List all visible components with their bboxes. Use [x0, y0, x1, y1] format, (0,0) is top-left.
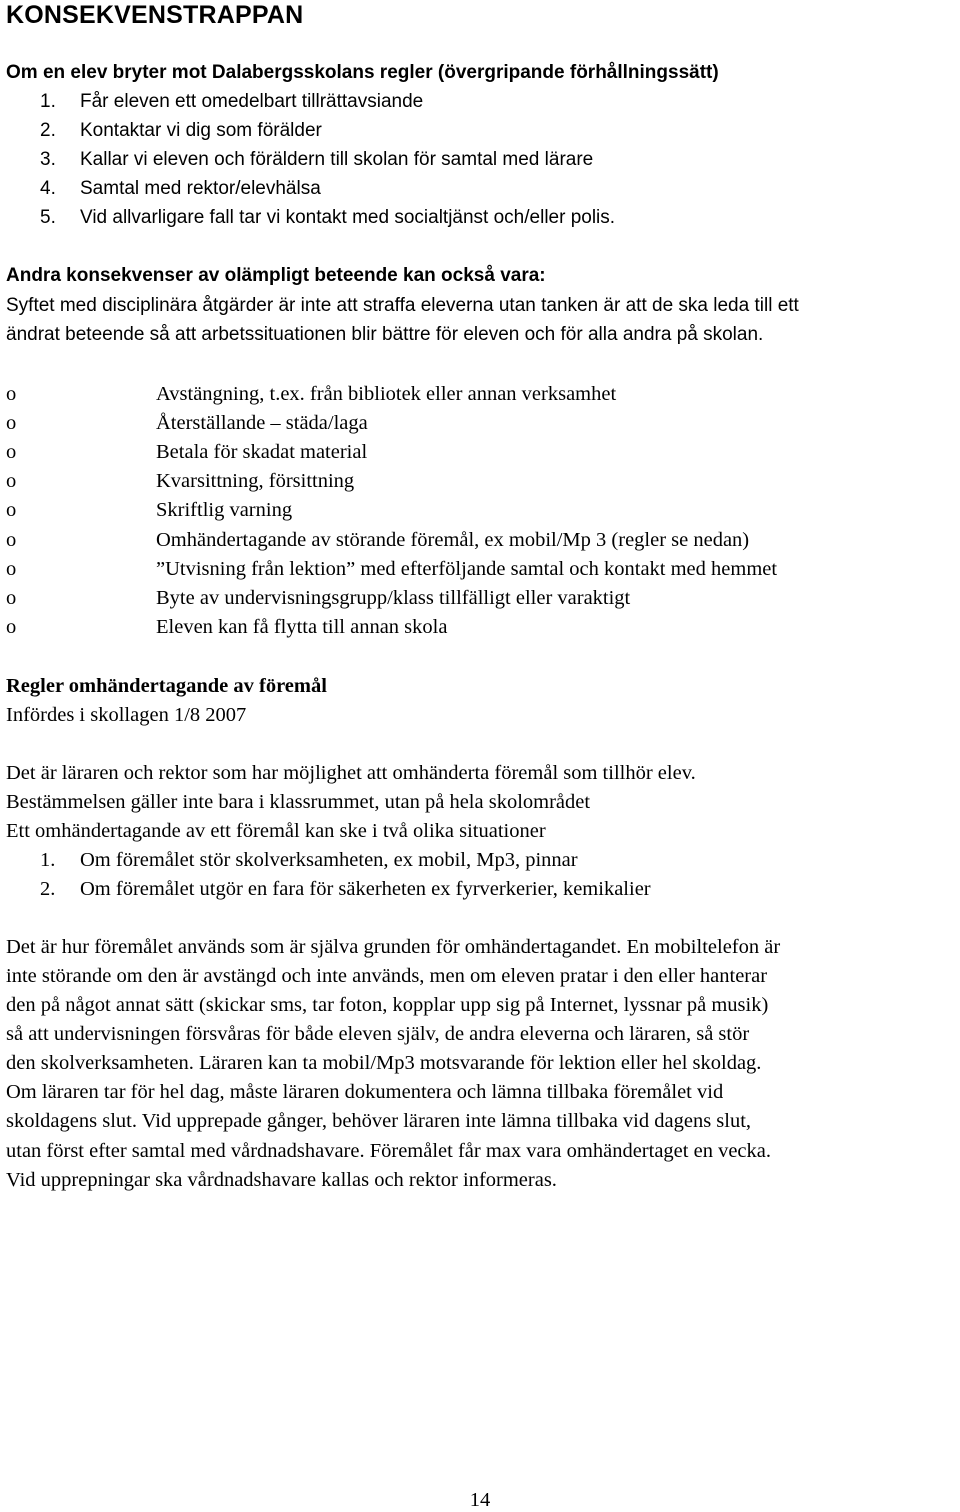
paragraph-line: Om läraren tar för hel dag, måste läraren dokumentera och lämna tillbaka föremålet vid [6, 1081, 724, 1103]
list-number: 4. [40, 178, 56, 199]
list-text: Samtal med rektor/elevhälsa [80, 178, 321, 199]
list-text: Om föremålet utgör en fara för säkerheten ex fyrverkerier, kemikalier [80, 878, 651, 900]
list-text: Kontaktar vi dig som förälder [80, 120, 322, 141]
list-number: 5. [40, 207, 56, 228]
bullet-marker: o [6, 558, 17, 580]
list-text: Avstängning, t.ex. från bibliotek eller annan verksamhet [156, 383, 617, 405]
list-text: Eleven kan få flytta till annan skola [156, 616, 448, 638]
bullet-marker: o [6, 383, 17, 405]
list-text: Byte av undervisningsgrupp/klass tillfälligt eller varaktigt [156, 587, 631, 609]
list-text: Om föremålet stör skolverksamheten, ex mobil, Mp3, pinnar [80, 849, 578, 871]
paragraph-line: skoldagens slut. Vid upprepade gånger, behöver läraren inte lämna tillbaka vid dagens slut, [6, 1110, 752, 1132]
list-text: Vid allvarligare fall tar vi kontakt med socialtjänst och/eller polis. [80, 207, 616, 228]
list-text: Kvarsittning, försittning [156, 470, 355, 492]
paragraph-line: inte störande om den är avstängd och inte används, men om eleven pratar i den eller hanterar [6, 965, 768, 987]
section1-heading: Om en elev bryter mot Dalabergsskolans regler (övergripande förhållningssätt) [6, 62, 719, 83]
list-text: Skriftlig varning [156, 499, 293, 521]
body-line: Bestämmelsen gäller inte bara i klassrummet, utan på hela skolområdet [6, 791, 591, 813]
paragraph-line: utan först efter samtal med vårdnadshavare. Föremålet får max vara omhändertaget en vecka. [6, 1140, 771, 1162]
list-number: 2. [40, 878, 56, 900]
list-number: 1. [40, 91, 56, 112]
list-number: 2. [40, 120, 56, 141]
paragraph-line: den på något annat sätt (skickar sms, tar foton, kopplar upp sig på Internet, lyssnar på musik) [6, 994, 769, 1016]
body-line: Ett omhändertagande av ett föremål kan ske i två olika situationer [6, 820, 546, 842]
paragraph-line: Det är hur föremålet används som är själva grunden för omhändertagandet. En mobiltelefon är [6, 936, 781, 958]
bullet-marker: o [6, 441, 17, 463]
paragraph-line: så att undervisningen försvåras för både eleven själv, de andra eleverna och läraren, så stör [6, 1023, 750, 1045]
section3-subheading: Infördes i skollagen 1/8 2007 [6, 704, 247, 726]
paragraph-line: Vid upprepningar ska vårdnadshavare kallas och rektor informeras. [6, 1169, 557, 1191]
list-number: 1. [40, 849, 56, 871]
list-text: Återställande – städa/laga [156, 412, 368, 434]
bullet-marker: o [6, 529, 17, 551]
bullet-marker: o [6, 587, 17, 609]
bullet-marker: o [6, 470, 17, 492]
bullet-marker: o [6, 616, 17, 638]
list-text: Omhändertagande av störande föremål, ex mobil/Mp 3 (regler se nedan) [156, 529, 750, 551]
page-title: KONSEKVENSTRAPPAN [6, 1, 304, 29]
paragraph-line: den skolverksamheten. Läraren kan ta mobil/Mp3 motsvarande för lektion eller hel skoldag. [6, 1052, 762, 1074]
section3-heading: Regler omhändertagande av föremål [6, 675, 327, 697]
list-text: Betala för skadat material [156, 441, 368, 463]
bullet-marker: o [6, 499, 17, 521]
section2-heading: Andra konsekvenser av olämpligt beteende kan också vara: [6, 265, 546, 286]
body-line: Syftet med disciplinära åtgärder är inte att straffa eleverna utan tanken är att de ska leda till ett [6, 295, 799, 316]
body-line: ändrat beteende så att arbetssituationen blir bättre för eleven och för alla andra på skolan. [6, 324, 764, 345]
bullet-marker: o [6, 412, 17, 434]
list-text: Kallar vi eleven och föräldern till skolan för samtal med lärare [80, 149, 594, 170]
list-text: Får eleven ett omedelbart tillrättavsiande [80, 91, 424, 112]
page-number: 14 [469, 1489, 491, 1511]
list-number: 3. [40, 149, 56, 170]
body-line: Det är läraren och rektor som har möjlighet att omhänderta föremål som tillhör elev. [6, 762, 696, 784]
list-text: ”Utvisning från lektion” med efterföljande samtal och kontakt med hemmet [156, 558, 778, 580]
